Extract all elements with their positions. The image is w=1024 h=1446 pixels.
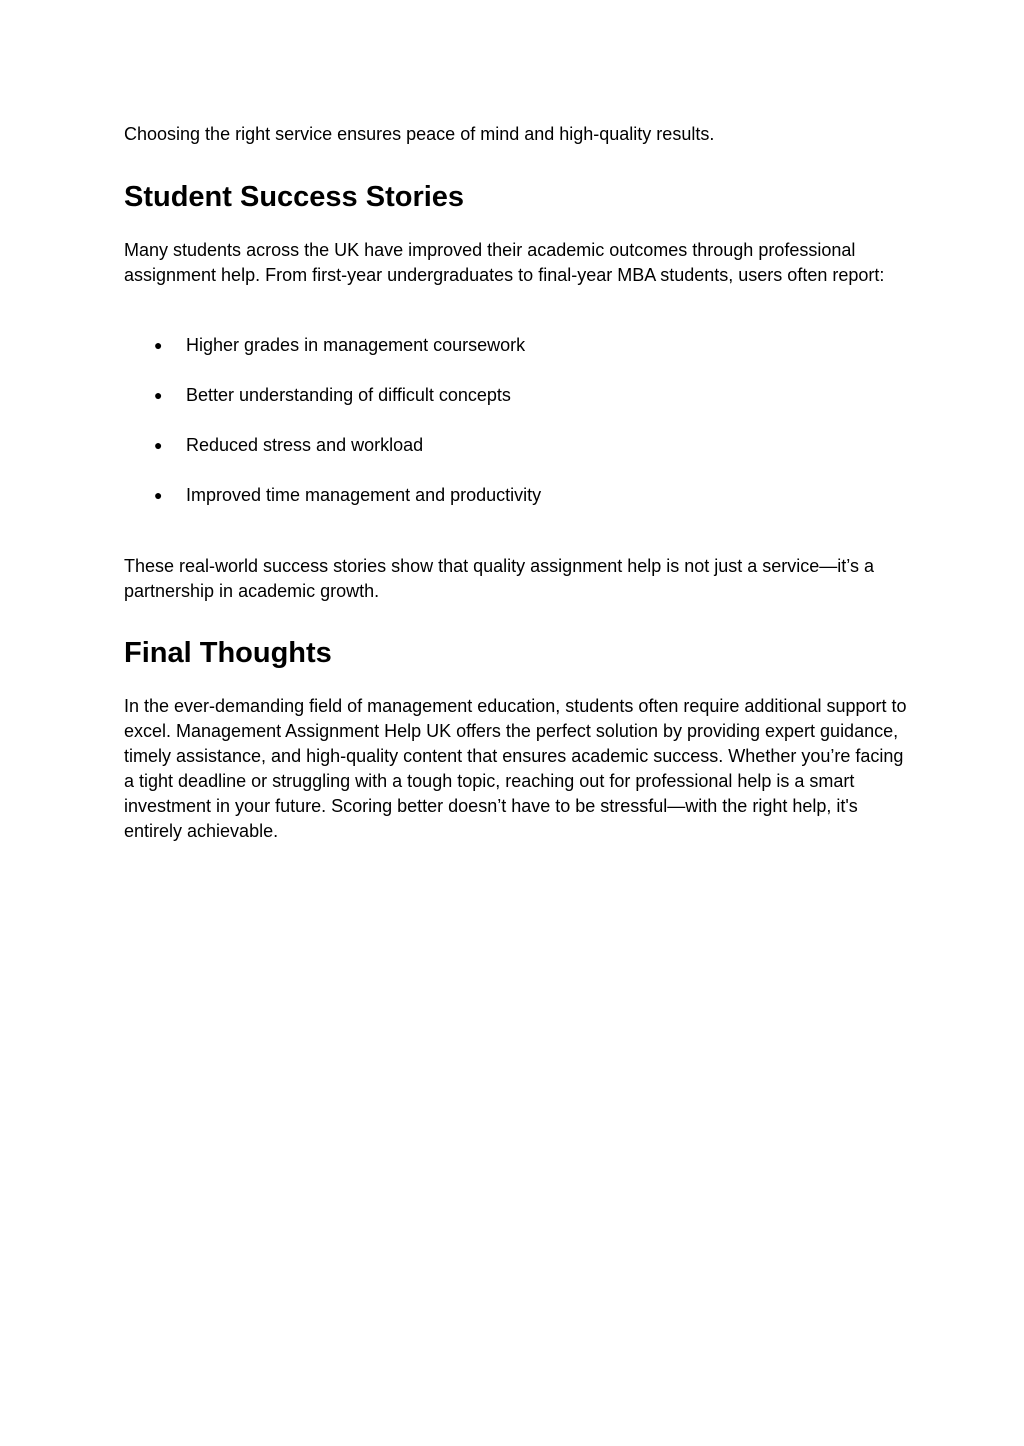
success-stories-paragraph: Many students across the UK have improved their academic outcomes through professional assignment help. From first-year undergraduates to final-year MBA students, users often report: [124,240,885,285]
list-item-text: Reduced stress and workload [186,435,424,455]
list-item-text: Higher grades in management coursework [186,335,526,355]
section-heading-final-thoughts: Final Thoughts [124,637,332,669]
list-item-text: Better understanding of difficult concepts [186,385,511,405]
intro-paragraph: Choosing the right service ensures peace of mind and high-quality results. [124,124,715,144]
bullet-icon: ● [154,387,163,403]
bullet-icon: ● [154,337,163,353]
list-item [124,333,914,383]
list-item [124,433,914,483]
section-heading-success-stories: Student Success Stories [124,181,465,213]
list-item [124,383,914,433]
final-thoughts-paragraph: In the ever-demanding field of management education, students often require additional support to excel. Management Assignment Help UK offers the perfect solution by providing expert guidance, timely assistance, and high-quality content that ensures academic success. Whether you’re facing a tight deadline or struggling with a tough topic, reaching out for professional help is a smart investment in your future. Scoring better doesn’t have to be stressful—with the right help, it's entirely achievable. [124,696,907,841]
list-item [124,483,914,533]
success-outcomes-list [124,333,914,533]
list-item-text: Improved time management and productivity [186,485,542,505]
success-stories-closing-paragraph: These real-world success stories show that quality assignment help is not just a service—it’s a partnership in academic growth. [124,556,874,601]
bullet-icon: ● [154,437,163,453]
bullet-icon: ● [154,487,163,503]
